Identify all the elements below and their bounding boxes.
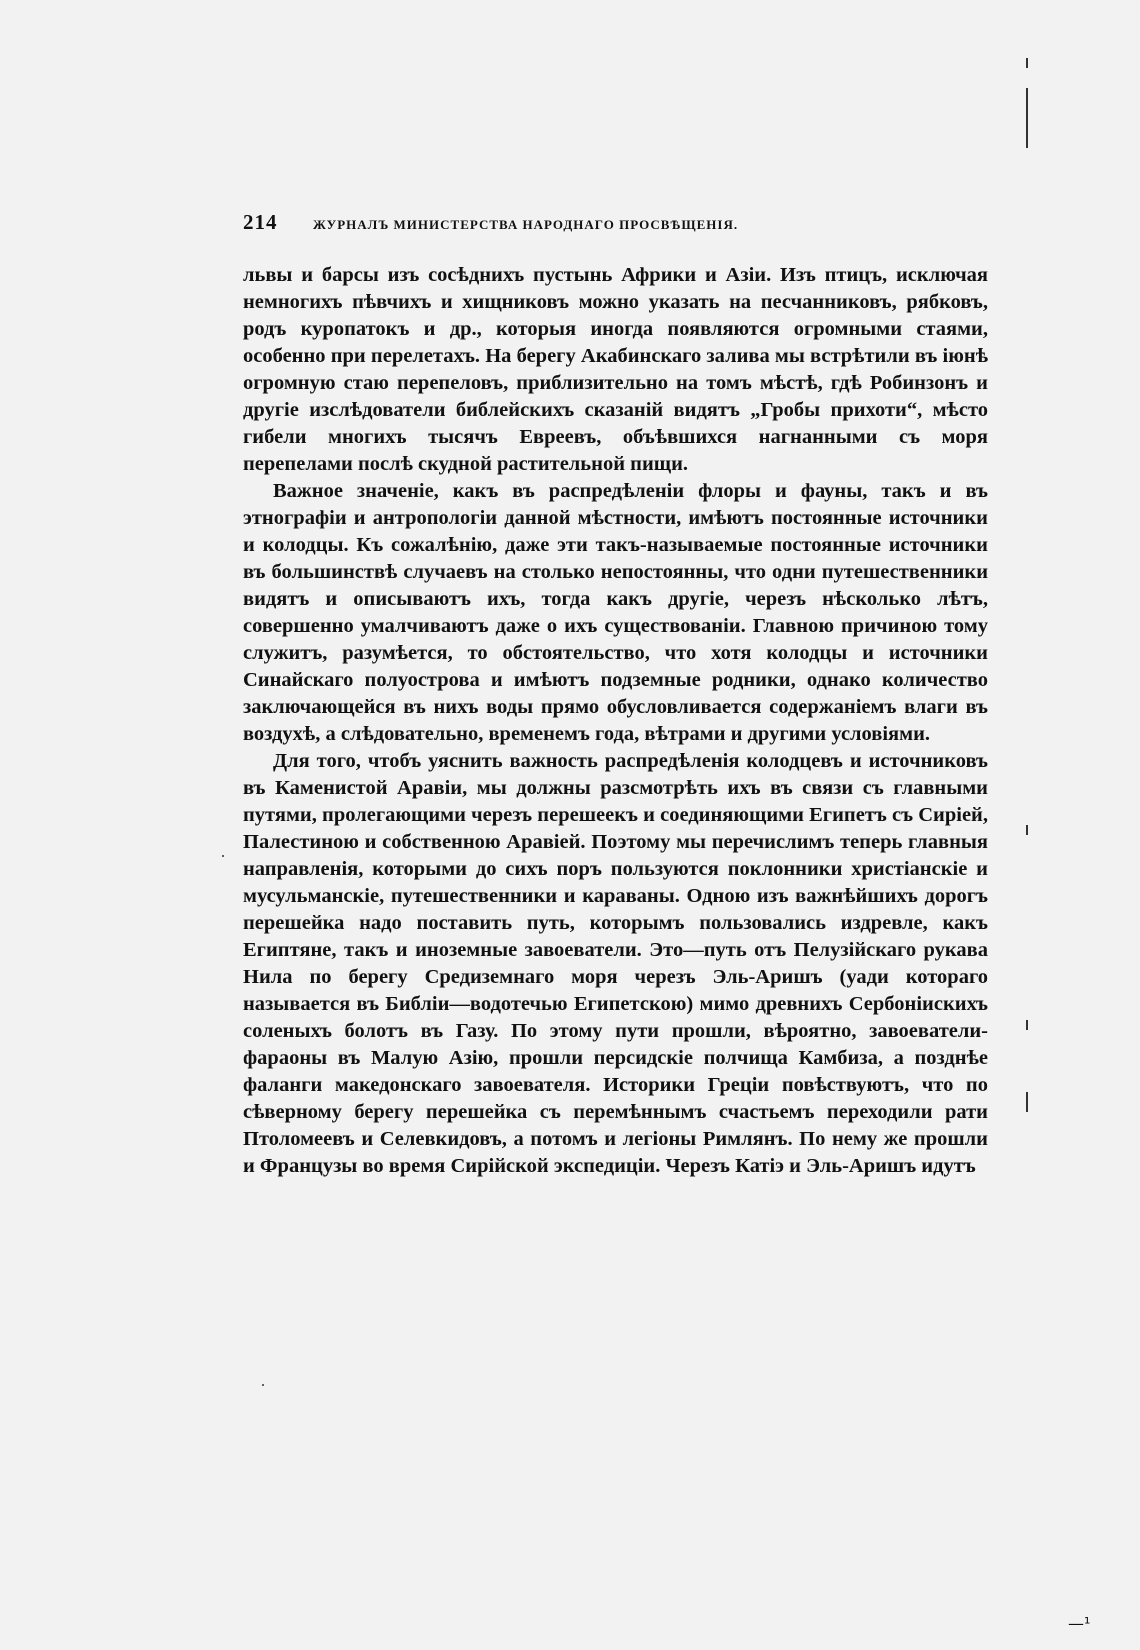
corner-mark: —¹: [1068, 1614, 1091, 1633]
paragraph-1: львы и барсы изъ сосѣднихъ пустынь Африки и Азіи. Изъ птицъ, исключая немногихъ пѣвчихъ и хищниковъ можно указать на песчанниковъ, рябковъ, родъ куропатокъ и др., которыя иногда появляются огромными стаями, особенно при перелетахъ. На берегу Акабинскаго залива мы встрѣтили въ іюнѣ огромную стаю перепеловъ, приблизительно на томъ мѣстѣ, гдѣ Робинзонъ и другіе изслѣдователи библейскихъ сказаній видятъ „Гробы прихоти“, мѣсто гибели многихъ тысячъ Евреевъ, объѣвшихся нагнанными съ моря перепелами послѣ скудной растительной пищи.: [243, 264, 988, 475]
paragraph-2: Важное значеніе, какъ въ распредѣленіи флоры и фауны, такъ и въ этнографіи и антропологіи данной мѣстности, имѣютъ постоянные источники и колодцы. Къ сожалѣнію, даже эти такъ-называемые постоянные источники въ большинствѣ случаевъ на столько непостоянны, что одни путешественники видятъ и описываютъ ихъ, тогда какъ другіе, черезъ нѣсколько лѣтъ, совершенно умалчиваютъ даже о ихъ существованіи. Главною причиною тому служитъ, разумѣется, то обстоятельство, что хотя колодцы и источники Синайскаго полуострова и имѣютъ подземные родники, однако количество заключающейся въ нихъ воды прямо обусловливается содержаніемъ влаги въ воздухѣ, а слѣдовательно, временемъ года, вѣтрами и другими условіями.: [243, 480, 988, 745]
running-title: ЖУРНАЛЪ МИНИСТЕРСТВА НАРОДНАГО ПРОСВѢЩЕНІЯ.: [313, 217, 739, 232]
scan-speck: [222, 855, 224, 857]
page-number: 214: [243, 210, 278, 234]
paragraph-3: Для того, чтобъ уяснить важность распредѣленія колодцевъ и источниковъ въ Каменистой Аравіи, мы должны разсмотрѣть ихъ въ связи съ главными путями, пролегающими черезъ перешеекъ и соединяющими Египетъ съ Сиріей, Палестиною и собственною Аравіей. Поэтому мы перечислимъ теперь главныя направленія, которыми до сихъ поръ пользуются поклонники христіанскіе и мусульманскіе, путешественники и караваны. Одною изъ важнѣйшихъ дорогъ перешейка надо поставить путь, которымъ пользовались издревле, какъ Египтяне, такъ и иноземные завоеватели. Это—путь отъ Пелузійскаго рукава Нила по берегу Средиземнаго моря черезъ Эль-Аришъ (уади котораго называется въ Библіи—водотечью Египетскою) мимо древнихъ Сербоніискихъ соленыхъ болотъ въ Газу. По этому пути прошли, вѣроятно, завоеватели-фараоны въ Малую Азію, прошли персидскіе полчища Камбиза, а позднѣе фаланги македонскаго завоевателя. Историки Греціи повѣствуютъ, что по сѣверному берегу перешейка съ перемѣннымъ счастьемъ переходили рати Птоломеевъ и Селевкидовъ, а потомъ и легіоны Римлянъ. По нему же прошли и Французы во время Сирійской экспедиціи. Черезъ Катіэ и Эль-Аришъ идутъ: [243, 750, 988, 1177]
scan-speck: [262, 1384, 264, 1386]
scan-edge-mark: [1026, 58, 1028, 68]
scan-edge-mark: [1026, 825, 1028, 835]
scan-edge-mark: [1026, 88, 1028, 148]
scan-edge-mark: [1026, 1020, 1028, 1030]
scan-edge-mark: [1026, 1092, 1028, 1112]
body-text: [243, 262, 988, 1180]
page-header: [243, 210, 883, 240]
